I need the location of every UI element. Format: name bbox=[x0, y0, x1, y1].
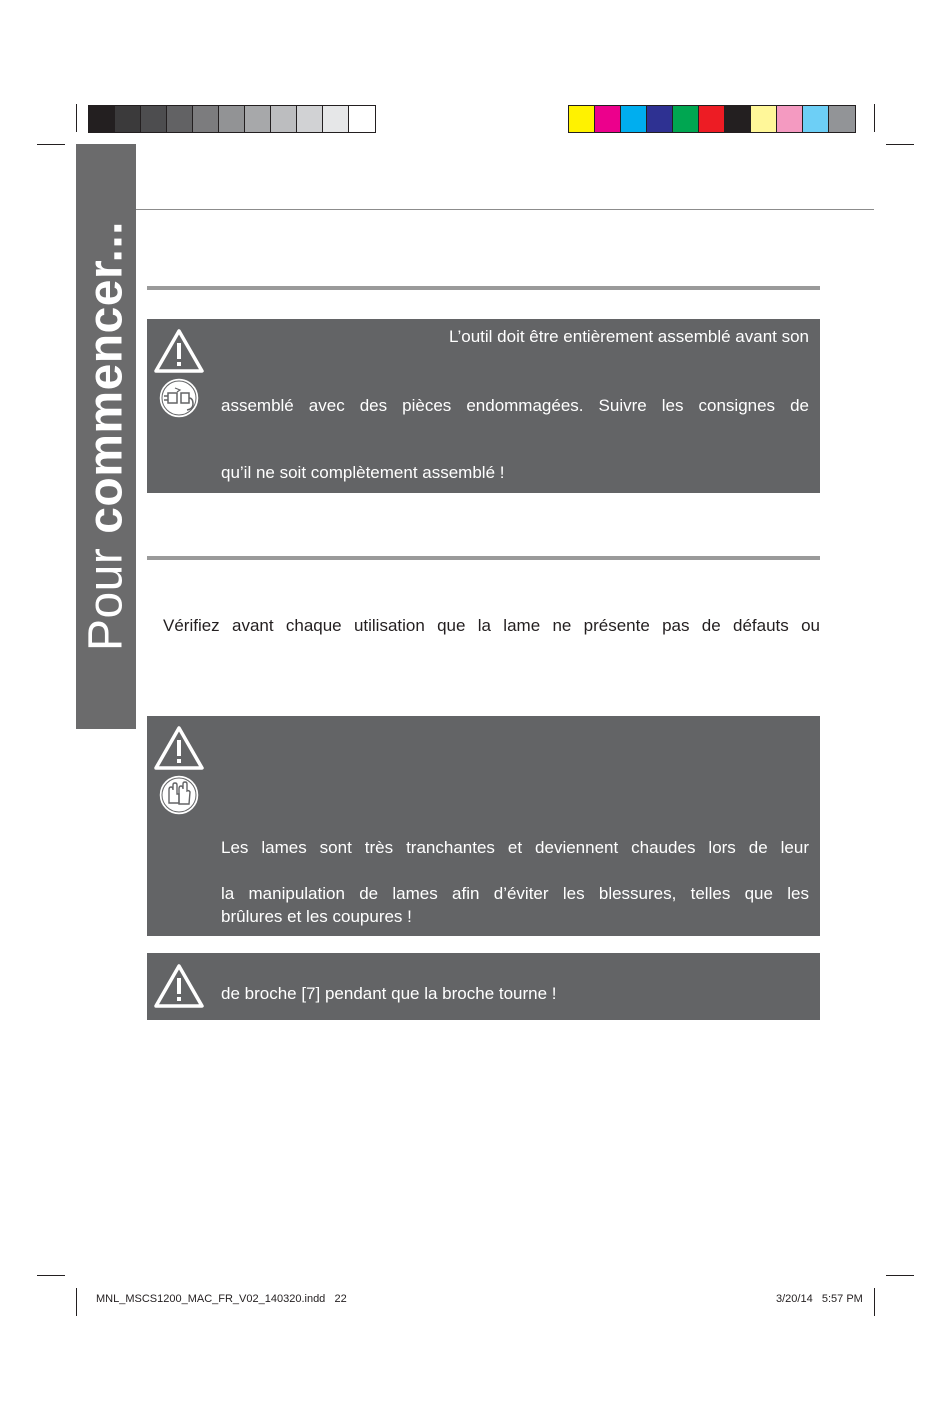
color-swatch bbox=[569, 106, 595, 132]
color-swatch bbox=[777, 106, 803, 132]
footer-timestamp: 3/20/14 5:57 PM bbox=[776, 1293, 863, 1305]
grayscale-swatch bbox=[297, 106, 323, 132]
spindle-warning-box bbox=[147, 953, 820, 1020]
spindle-warning-line-1: de broche [7] pendant que la broche tourne ! bbox=[221, 984, 557, 1003]
blade-check-paragraph: Vérifiez avant chaque utilisation que la lame ne présente pas de défauts ou bbox=[163, 616, 820, 635]
color-swatch-bar bbox=[568, 105, 856, 133]
crop-mark bbox=[886, 144, 914, 145]
color-swatch bbox=[725, 106, 751, 132]
crop-mark bbox=[886, 1275, 914, 1276]
crop-mark bbox=[76, 1288, 77, 1316]
section-rule bbox=[147, 286, 820, 290]
grayscale-swatch bbox=[323, 106, 349, 132]
grayscale-swatch bbox=[219, 106, 245, 132]
color-swatch bbox=[595, 106, 621, 132]
assembly-warning-line-2: assemblé avec des pièces endommagées. Suivre les consignes de bbox=[221, 396, 809, 415]
side-tab-title-light: Pour bbox=[79, 533, 133, 652]
crop-mark bbox=[76, 104, 77, 132]
blades-warning-line-2: la manipulation de lames afin d’éviter les blessures, telles que les bbox=[221, 884, 809, 903]
grayscale-swatch bbox=[115, 106, 141, 132]
color-swatch bbox=[699, 106, 725, 132]
grayscale-swatch bbox=[193, 106, 219, 132]
crop-mark bbox=[37, 144, 65, 145]
crop-mark bbox=[37, 1275, 65, 1276]
section-side-tab-title bbox=[79, 221, 134, 651]
section-rule bbox=[147, 556, 820, 560]
grayscale-swatch bbox=[167, 106, 193, 132]
header-rule bbox=[136, 209, 874, 210]
side-tab-title-bold: commencer... bbox=[79, 220, 133, 534]
warning-triangle-icon bbox=[153, 725, 205, 771]
blades-warning-box bbox=[147, 716, 820, 936]
crop-mark bbox=[874, 104, 875, 132]
grayscale-swatch bbox=[349, 106, 375, 132]
gloves-icon bbox=[157, 773, 201, 817]
grayscale-swatch bbox=[141, 106, 167, 132]
warning-triangle-icon bbox=[153, 963, 205, 1009]
footer-file-info: MNL_MSCS1200_MAC_FR_V02_140320.indd 22 bbox=[96, 1293, 347, 1305]
grayscale-swatch-bar bbox=[88, 105, 376, 133]
unplug-icon bbox=[157, 376, 201, 420]
blades-warning-line-3: brûlures et les coupures ! bbox=[221, 907, 412, 926]
color-swatch bbox=[751, 106, 777, 132]
grayscale-swatch bbox=[271, 106, 297, 132]
color-swatch bbox=[647, 106, 673, 132]
grayscale-swatch bbox=[89, 106, 115, 132]
assembly-warning-line-3: qu’il ne soit complètement assemblé ! bbox=[221, 463, 505, 482]
assembly-warning-line-1: L’outil doit être entièrement assemblé avant son bbox=[448, 327, 809, 346]
assembly-warning-box bbox=[147, 319, 820, 493]
blades-warning-line-1: Les lames sont très tranchantes et deviennent chaudes lors de leur bbox=[221, 838, 809, 857]
crop-mark bbox=[874, 1288, 875, 1316]
warning-triangle-icon bbox=[153, 328, 205, 374]
color-swatch bbox=[673, 106, 699, 132]
color-swatch bbox=[621, 106, 647, 132]
grayscale-swatch bbox=[245, 106, 271, 132]
color-swatch bbox=[829, 106, 855, 132]
color-swatch bbox=[803, 106, 829, 132]
